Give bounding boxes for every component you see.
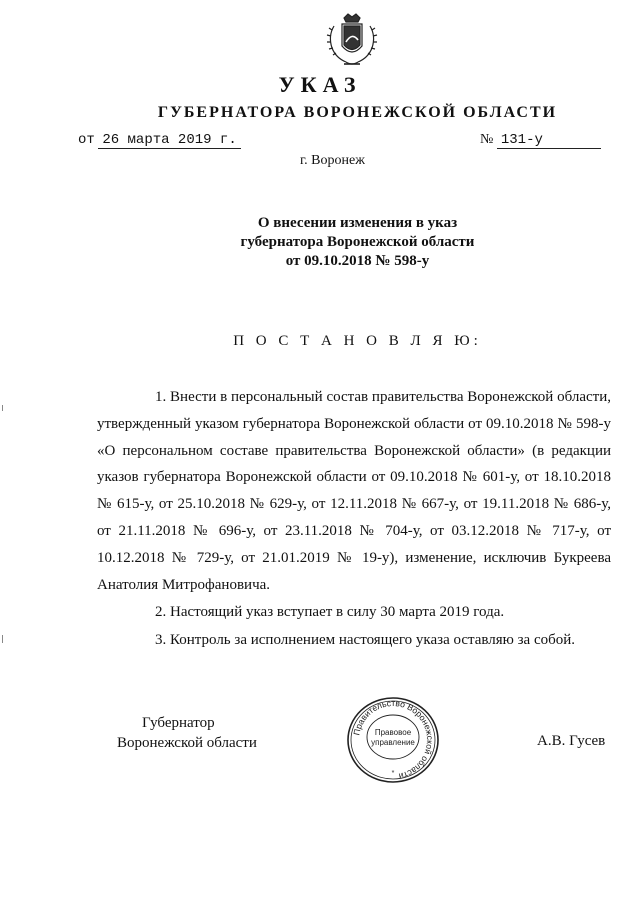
number-value: 131-у (497, 132, 601, 149)
date-value: 26 марта 2019 г. (98, 132, 240, 149)
document-subtitle: ГУБЕРНАТОРА ВОРОНЕЖСКОЙ ОБЛАСТИ (157, 104, 558, 121)
document-title: УКАЗ (278, 72, 362, 97)
city-label: г. Воронеж (300, 153, 365, 168)
position-line: Губернатор (142, 715, 215, 731)
subject-line: О внесении изменения в указ (257, 215, 458, 231)
paragraph: 3. Контроль за исполнением настоящего указа оставляю за собой. (155, 632, 576, 649)
margin-mark (2, 405, 3, 411)
decree-heading: П О С Т А Н О В Л Я Ю: (233, 333, 482, 349)
position-line: Воронежской области (117, 735, 257, 751)
stamp-center-line: Правовое (374, 728, 412, 737)
decree-subject (0, 214, 640, 271)
number-field (480, 132, 601, 149)
decree-body (97, 384, 611, 654)
margin-mark (2, 635, 3, 643)
signatory-name: А.В. Гусев (537, 733, 606, 749)
official-stamp (345, 695, 441, 785)
date-field (78, 132, 241, 149)
stamp-ring-text: Правительство Воронежской области (351, 697, 436, 782)
signatory-position (117, 713, 257, 753)
paragraph: 2. Настоящий указ вступает в силу 30 марта 2019 года. (155, 604, 505, 621)
date-prefix: от (78, 132, 95, 148)
number-prefix: № (480, 132, 494, 147)
subject-line: губернатора Воронежской области (240, 234, 475, 250)
paragraph: 1. Внести в персональный состав правительства Воронежской области, утвержденный указом губернатора Воронежской области от 09.10.2018 № 598-у «О персональном составе правительства Воронежской области» (в редакции указов губернатора Воронежской области от 09.10.2018 № 601-у, от 18.10.2018 № 615-у, от 25.10.2018 № 629-у, от 12.11.2018 № 667-у, от 19.11.2018 № 686-у, от 21.11.2018 № 696-у, от 23.11.2018 № 704-у, от 03.12.2018 № 717-у, от 10.12.2018 № 729-у, от 21.01.2019 № 19-у), изменение, исключив Букреева Анатолия Митрофановича. (97, 389, 611, 593)
stamp-center-line: управление (371, 738, 415, 747)
subject-line: от 09.10.2018 № 598-у (285, 253, 430, 269)
coat-of-arms-icon (320, 12, 384, 72)
stamp-star: * (391, 770, 395, 777)
